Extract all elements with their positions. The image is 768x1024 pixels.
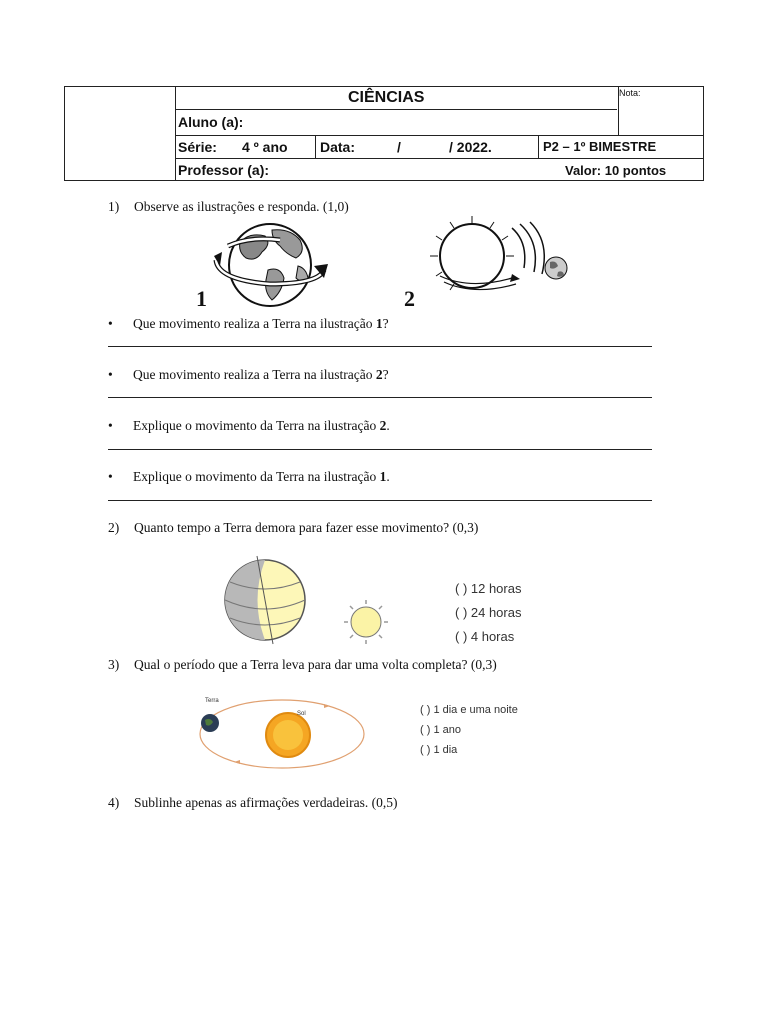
aluno-label: Aluno (a): [178, 114, 244, 130]
bullet-bold: 1 [375, 316, 383, 331]
bullet-suffix: ? [382, 367, 389, 382]
figure-label-2: 2 [404, 286, 415, 311]
subject-title: CIÊNCIAS [348, 89, 425, 106]
bullet-bold: 2 [375, 367, 383, 382]
question-number: 3) [108, 657, 120, 672]
list-item [108, 316, 389, 332]
question-text: Observe as ilustrações e responda. (1,0) [134, 199, 349, 214]
bullet-text: Explique o movimento da Terra na ilustração [133, 469, 380, 484]
data-label: Data: [320, 139, 356, 155]
question-2 [108, 520, 478, 536]
col-divider [315, 135, 316, 158]
question-text: Quanto tempo a Terra demora para fazer esse movimento? (0,3) [134, 520, 479, 535]
label-sol: Sol [297, 711, 306, 717]
question-1 [108, 199, 349, 215]
answer-line[interactable] [108, 500, 652, 501]
row-divider [175, 158, 703, 159]
serie-value: 4 º ano [242, 139, 288, 155]
list-item [108, 418, 390, 434]
option-1-dia[interactable]: ( ) 1 dia [420, 744, 458, 756]
bullet-text: Explique o movimento da Terra na ilustração [133, 418, 380, 433]
header-table [64, 86, 704, 181]
figure-label-1: 1 [196, 286, 207, 311]
data-slash: / [397, 139, 401, 155]
list-item [108, 469, 390, 485]
earth-orbit-sun-illustration [190, 692, 370, 776]
option-12-horas[interactable]: ( ) 12 horas [455, 581, 522, 596]
bimestre-label: P2 – 1º BIMESTRE [543, 139, 657, 154]
option-24-horas[interactable]: ( ) 24 horas [455, 605, 522, 620]
bullet-symbol: • [108, 418, 113, 433]
answer-line[interactable] [108, 449, 652, 450]
question-text: Sublinhe apenas as afirmações verdadeiras. (0,5) [134, 795, 398, 810]
question-4 [108, 795, 398, 811]
bullet-symbol: • [108, 316, 113, 331]
bullet-text: Que movimento realiza a Terra na ilustração [133, 316, 376, 331]
serie-label: Série: [178, 139, 217, 155]
bullet-bold: 2 [379, 418, 387, 433]
bullet-symbol: • [108, 469, 113, 484]
list-item [108, 367, 389, 383]
data-year: / 2022. [449, 139, 492, 155]
logo-cell [65, 87, 176, 180]
label-terra: Terra [205, 698, 219, 704]
earth-rotation-illustration [210, 222, 335, 308]
option-1-dia-e-uma-noite[interactable]: ( ) 1 dia e uma noite [420, 704, 518, 716]
professor-label: Professor (a): [178, 162, 270, 178]
question-number: 4) [108, 795, 120, 810]
bullet-text: Que movimento realiza a Terra na ilustração [133, 367, 376, 382]
question-number: 1) [108, 199, 120, 214]
answer-line[interactable] [108, 397, 652, 398]
bullet-suffix: ? [382, 316, 389, 331]
bullet-symbol: • [108, 367, 113, 382]
question-3 [108, 657, 497, 673]
option-4-horas[interactable]: ( ) 4 horas [455, 629, 515, 644]
row-divider [175, 135, 703, 136]
nota-label: Nota: [619, 88, 641, 98]
valor-label: Valor: 10 pontos [565, 163, 667, 178]
answer-line[interactable] [108, 346, 652, 347]
question-number: 2) [108, 520, 120, 535]
bullet-bold: 1 [379, 469, 387, 484]
option-1-ano[interactable]: ( ) 1 ano [420, 724, 461, 736]
earth-day-night-illustration [110, 550, 440, 652]
bullet-suffix: . [386, 418, 390, 433]
col-divider [538, 135, 539, 158]
row-divider [175, 109, 617, 110]
question-text: Qual o período que a Terra leva para dar uma volta completa? (0,3) [134, 657, 497, 672]
bullet-suffix: . [386, 469, 390, 484]
earth-orbit-illustration [420, 214, 580, 298]
